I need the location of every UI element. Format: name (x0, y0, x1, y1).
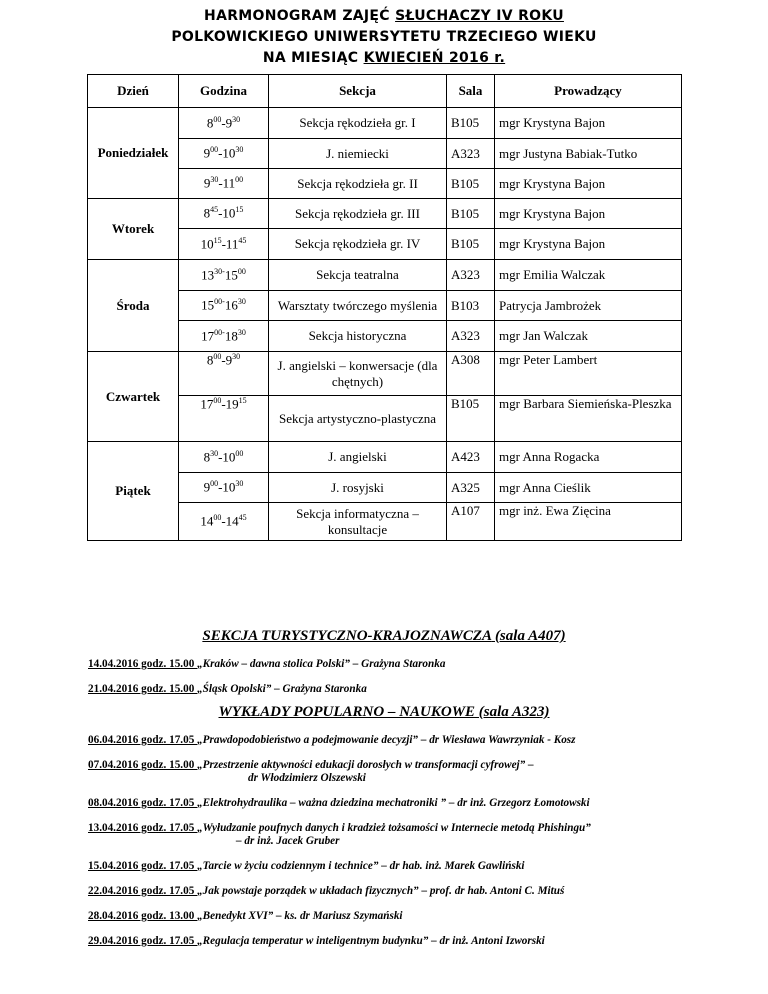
item-text: „Tarcie w życiu codziennym i technice” – dr hab. inż. Marek Gawliński (197, 860, 525, 872)
table-row (88, 442, 682, 473)
minute-end: 00 (237, 266, 246, 276)
lecture-item (88, 935, 688, 948)
hour-cell (179, 321, 269, 352)
hour-cell (179, 473, 269, 503)
hour-end: -10 (218, 145, 236, 161)
minute-end: 00 (235, 175, 244, 185)
minute-start: 30 (210, 448, 219, 458)
minute-end: 30 (232, 114, 241, 124)
item-date: 08.04.2016 godz. 17.05 (88, 797, 198, 809)
item-date: 15.04.2016 godz. 17.05 (88, 860, 198, 872)
teacher-cell: mgr inż. Ewa Zięcina (495, 503, 682, 541)
item-date: 07.04.2016 godz. 15.00 (88, 759, 198, 771)
hour-start: 9 (203, 479, 211, 495)
teacher-cell: mgr Jan Walczak (495, 321, 682, 352)
section-cell: J. angielski – konwersacje (dla chętnych) (269, 352, 447, 396)
minute-start: 00 (213, 513, 222, 523)
minute-start: 00 (213, 114, 222, 124)
room-cell: B105 (447, 199, 495, 229)
item-text: „Prawdopodobieństwo a podejmowanie decyzji” – dr Wiesława Wawrzyniak - Kosz (197, 734, 576, 746)
teacher-cell: Patrycja Jambrożek (495, 291, 682, 321)
teacher-cell: mgr Krystyna Bajon (495, 199, 682, 229)
section-cell: Sekcja informatyczna – konsultacje (269, 503, 447, 541)
lecture-item (88, 734, 688, 747)
item-text: „Przestrzenie aktywności edukacji dorosłych w transformacji cyfrowej” – (197, 759, 534, 771)
minute-start: 15 (213, 235, 222, 245)
teacher-cell: mgr Peter Lambert (495, 352, 682, 396)
hour-end: 15 (224, 267, 238, 283)
item-date: 21.04.2016 godz. 15.00 (88, 683, 198, 695)
minute-start: 00- (214, 297, 225, 307)
hour-end: -14 (221, 513, 239, 529)
room-cell: B105 (447, 396, 495, 442)
item-text: „Jak powstaje porządek w układach fizycznych” – prof. dr hab. Antoni C. Mituś (197, 885, 565, 897)
table-row (88, 352, 682, 396)
minute-end: 00 (235, 448, 244, 458)
title-part: NA MIESIĄC (262, 50, 364, 66)
tour-title: SEKCJA TURYSTYCZNO-KRAJOZNAWCZA (202, 628, 492, 644)
item-date: 28.04.2016 godz. 13.00 (88, 910, 198, 922)
col-header: Dzień (88, 75, 179, 108)
col-header: Sala (447, 75, 495, 108)
day-cell: Czwartek (88, 352, 179, 442)
minute-start: 00 (210, 479, 219, 489)
hour-end: -10 (218, 479, 236, 495)
section-cell: J. niemiecki (269, 139, 447, 169)
teacher-cell: mgr Justyna Babiak-Tutko (495, 139, 682, 169)
table-header-row (88, 75, 682, 108)
minute-end: 30 (237, 297, 246, 307)
minute-end: 30 (232, 352, 241, 361)
lecture-item (88, 910, 688, 923)
hour-start: 14 (200, 513, 214, 529)
hour-end: -10 (218, 449, 236, 465)
minute-start: 00 (210, 145, 219, 155)
teacher-cell: mgr Krystyna Bajon (495, 229, 682, 260)
col-header: Godzina (179, 75, 269, 108)
item-text: „Elektrohydraulika – ważna dziedzina mechatroniki ” – dr inż. Grzegorz Łomotowski (197, 797, 590, 809)
lecture-item (88, 885, 688, 898)
day-cell: Piątek (88, 442, 179, 541)
title-part-underlined: KWIECIEŃ 2016 r. (363, 50, 506, 66)
lecture-item (88, 822, 688, 848)
item-date: 06.04.2016 godz. 17.05 (88, 734, 198, 746)
hour-cell (179, 396, 269, 442)
item-text: „Benedykt XVI” – ks. dr Mariusz Szymański (197, 910, 403, 922)
minute-end: 15 (235, 205, 244, 215)
item-text: „Śląsk Opolski” – Grażyna Staronka (197, 683, 367, 695)
title-part: HARMONOGRAM ZAJĘĆ (204, 8, 396, 24)
item-date: 13.04.2016 godz. 17.05 (88, 822, 198, 834)
doc-title-line3 (0, 50, 768, 66)
hour-end: 16 (224, 297, 238, 313)
tour-item (88, 683, 688, 696)
minute-end: 45 (238, 235, 247, 245)
hour-start: 17 (201, 328, 215, 344)
hour-cell (179, 169, 269, 199)
table-row (88, 199, 682, 229)
hour-start: 10 (200, 236, 214, 252)
minute-end: 30 (235, 479, 244, 489)
room-cell: B105 (447, 229, 495, 260)
item-text: „Kraków – dawna stolica Polski” – Grażyna Staronka (197, 658, 446, 670)
item-date: 22.04.2016 godz. 17.05 (88, 885, 198, 897)
minute-start: 30- (214, 266, 225, 276)
hour-end: 18 (224, 328, 238, 344)
room-cell: A323 (447, 139, 495, 169)
section-cell: Warsztaty twórczego myślenia (269, 291, 447, 321)
col-header: Sekcja (269, 75, 447, 108)
section-cell: J. angielski (269, 442, 447, 473)
item-date: 14.04.2016 godz. 15.00 (88, 658, 198, 670)
section-cell: Sekcja artystyczno-plastyczna (269, 396, 447, 442)
hour-cell (179, 139, 269, 169)
section-cell: Sekcja teatralna (269, 260, 447, 291)
hour-end: -11 (218, 175, 236, 191)
section-cell: Sekcja rękodzieła gr. II (269, 169, 447, 199)
hour-cell (179, 291, 269, 321)
lecture-item (88, 759, 688, 785)
section-cell: J. rosyjski (269, 473, 447, 503)
minute-start: 00 (213, 352, 222, 361)
table-row (88, 108, 682, 139)
hour-start: 8 (203, 205, 211, 221)
room-cell: A323 (447, 260, 495, 291)
hour-start: 15 (201, 297, 215, 313)
room-cell: A107 (447, 503, 495, 541)
teacher-cell: mgr Barbara Siemieńska-Pleszka (495, 396, 682, 442)
room-cell: A323 (447, 321, 495, 352)
room-cell: B103 (447, 291, 495, 321)
item-text: „Regulacja temperatur w inteligentnym budynku” – dr inż. Antoni Izworski (197, 935, 545, 947)
hour-cell (179, 108, 269, 139)
day-cell: Wtorek (88, 199, 179, 260)
doc-title-line1 (0, 8, 768, 24)
tour-section-title (0, 628, 768, 645)
table-row (88, 260, 682, 291)
hour-end: -9 (221, 115, 233, 131)
doc-title-line2: POLKOWICKIEGO UNIWERSYTETU TRZECIEGO WIEKU (171, 29, 597, 45)
minute-start: 00 (213, 396, 222, 405)
minute-end: 15 (238, 396, 247, 405)
hour-end: -19 (221, 396, 239, 412)
hour-start: 17 (200, 396, 214, 412)
day-cell: Środa (88, 260, 179, 352)
hour-end: -9 (221, 352, 233, 368)
title-part-underlined: SŁUCHACZY IV ROKU (395, 8, 564, 24)
minute-end: 30 (237, 327, 246, 337)
minute-start: 45 (210, 205, 219, 215)
teacher-cell: mgr Krystyna Bajon (495, 169, 682, 199)
day-cell: Poniedziałek (88, 108, 179, 199)
item-text-cont: dr Włodzimierz Olszewski (248, 772, 366, 784)
hour-start: 8 (206, 115, 214, 131)
hour-cell (179, 503, 269, 541)
section-cell: Sekcja rękodzieła gr. III (269, 199, 447, 229)
room-cell: A325 (447, 473, 495, 503)
room-cell: A308 (447, 352, 495, 396)
teacher-cell: mgr Krystyna Bajon (495, 108, 682, 139)
teacher-cell: mgr Anna Cieślik (495, 473, 682, 503)
hour-start: 9 (203, 145, 211, 161)
hour-start: 13 (201, 267, 215, 283)
hour-start: 9 (203, 175, 211, 191)
hour-cell (179, 229, 269, 260)
hour-cell (179, 352, 269, 396)
hour-start: 8 (203, 449, 211, 465)
minute-start: 30 (210, 175, 219, 185)
room-cell: B105 (447, 108, 495, 139)
hour-cell (179, 199, 269, 229)
schedule-table (87, 74, 682, 541)
hour-end: -10 (218, 205, 236, 221)
hour-start: 8 (206, 352, 214, 368)
lecture-item (88, 797, 688, 810)
hour-cell (179, 260, 269, 291)
minute-start: 00- (214, 327, 225, 337)
item-text-cont: – dr inż. Jacek Gruber (236, 835, 340, 847)
room-cell: A423 (447, 442, 495, 473)
col-header: Prowadzący (495, 75, 682, 108)
section-cell: Sekcja rękodzieła gr. IV (269, 229, 447, 260)
section-cell: Sekcja rękodzieła gr. I (269, 108, 447, 139)
hour-end: -11 (221, 236, 239, 252)
lecture-item (88, 860, 688, 873)
item-text: „Wyłudzanie poufnych danych i kradzież tożsamości w Internecie metodą Phishingu” (197, 822, 591, 834)
teacher-cell: mgr Anna Rogacka (495, 442, 682, 473)
schedule-body (88, 108, 682, 541)
tour-item (88, 658, 688, 671)
minute-end: 45 (238, 513, 247, 523)
room-cell: B105 (447, 169, 495, 199)
hour-cell (179, 442, 269, 473)
lectures-section-title: WYKŁADY POPULARNO – NAUKOWE (sala A323) (218, 704, 550, 720)
item-date: 29.04.2016 godz. 17.05 (88, 935, 198, 947)
teacher-cell: mgr Emilia Walczak (495, 260, 682, 291)
section-cell: Sekcja historyczna (269, 321, 447, 352)
minute-end: 30 (235, 145, 244, 155)
tour-room: (sala A407) (491, 628, 566, 644)
